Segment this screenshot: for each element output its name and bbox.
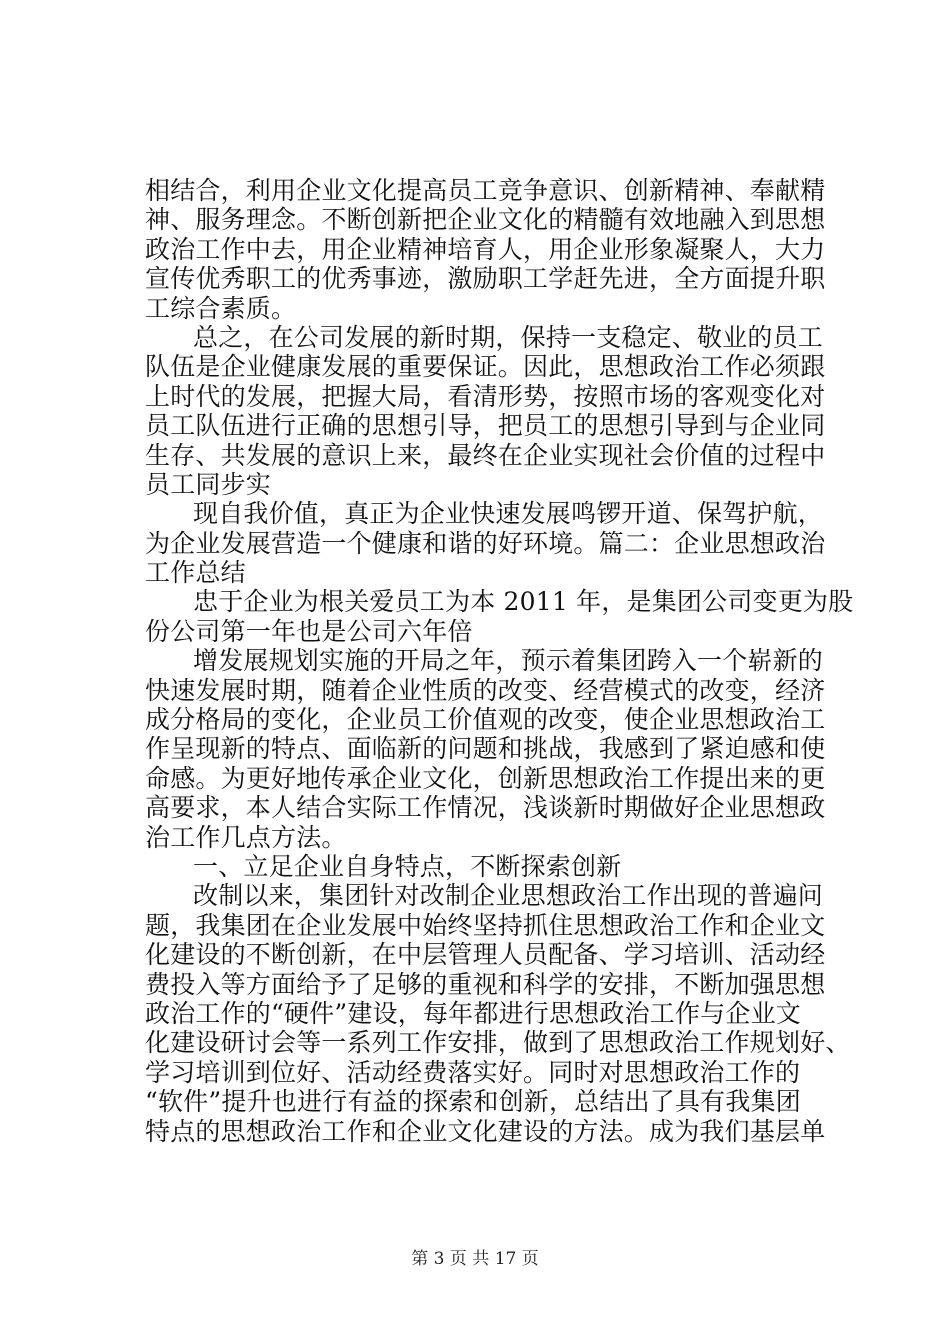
text-line: 相结合，利用企业文化提高员工竞争意识、创新精神、奉献精 bbox=[145, 176, 826, 205]
text-line: 为企业发展营造一个健康和谐的好环境。篇二：企业思想政治 bbox=[145, 528, 826, 558]
text-line: 现自我价值，真正为企业快速发展鸣锣开道、保驾护航， bbox=[193, 499, 824, 529]
text-line: 工作总结 bbox=[145, 558, 246, 588]
text-line: 题，我集团在企业发展中始终坚持抓住思想政治工作和企业文 bbox=[145, 910, 826, 940]
text-line: 工综合素质。 bbox=[145, 293, 297, 323]
text-line: 治工作几点方法。 bbox=[145, 822, 347, 852]
text-line: 忠于企业为根关爱员工为本 2011 年，是集团公司变更为股 bbox=[193, 587, 854, 617]
page-number-footer: 第 3 页 共 17 页 bbox=[411, 1249, 539, 1269]
text-line: 命感。为更好地传承企业文化，创新思想政治工作提出来的更 bbox=[145, 763, 826, 793]
body-text bbox=[145, 176, 854, 1146]
text-line: 宣传优秀职工的优秀事迹，激励职工学赶先进，全方面提升职 bbox=[145, 264, 826, 294]
text-line: 政治工作中去，用企业精神培育人，用企业形象凝聚人，大力 bbox=[145, 234, 826, 264]
text-line: 改制以来，集团针对改制企业思想政治工作出现的普遍问 bbox=[193, 881, 824, 911]
text-line: 队伍是企业健康发展的重要保证。因此，思想政治工作必须跟 bbox=[145, 352, 826, 382]
text-line: 费投入等方面给予了足够的重视和科学的安排，不断加强思想 bbox=[145, 969, 826, 999]
text-line: 总之，在公司发展的新时期，保持一支稳定、敬业的员工 bbox=[193, 322, 824, 352]
text-line: 高要求，本人结合实际工作情况，浅谈新时期做好企业思想政 bbox=[145, 793, 826, 823]
text-line: 化建设研讨会等一系列工作安排，做到了思想政治工作规划好、 bbox=[145, 1028, 851, 1058]
text-line: 政治工作的“硬件”建设，每年都进行思想政治工作与企业文 bbox=[145, 998, 801, 1028]
text-line: “软件”提升也进行有益的探索和创新，总结出了具有我集团 bbox=[145, 1087, 801, 1117]
text-line: 员工队伍进行正确的思想引导，把员工的思想引导到与企业同 bbox=[145, 411, 826, 441]
text-line: 作呈现新的特点、面临新的问题和挑战，我感到了紧迫感和使 bbox=[145, 734, 826, 764]
text-line: 特点的思想政治工作和企业文化建设的方法。成为我们基层单 bbox=[145, 1116, 826, 1146]
text-line: 份公司第一年也是公司六年倍 bbox=[145, 616, 473, 646]
text-line: 化建设的不断创新，在中层管理人员配备、学习培训、活动经 bbox=[145, 940, 826, 970]
text-line: 上时代的发展，把握大局，看清形势，按照市场的客观变化对 bbox=[145, 381, 826, 411]
text-line: 增发展规划实施的开局之年，预示着集团跨入一个崭新的 bbox=[193, 646, 824, 676]
text-line: 员工同步实 bbox=[145, 469, 272, 499]
text-line: 神、服务理念。不断创新把企业文化的精髓有效地融入到思想 bbox=[145, 205, 826, 235]
text-line: 学习培训到位好、活动经费落实好。同时对思想政治工作的 bbox=[145, 1057, 801, 1087]
section-heading: 一、立足企业自身特点，不断探索创新 bbox=[193, 851, 622, 881]
text-line: 成分格局的变化，企业员工价值观的改变，使企业思想政治工 bbox=[145, 705, 826, 735]
text-line: 生存、共发展的意识上来，最终在企业实现社会价值的过程中 bbox=[145, 440, 826, 470]
text-line: 快速发展时期，随着企业性质的改变、经营模式的改变，经济 bbox=[145, 675, 826, 705]
